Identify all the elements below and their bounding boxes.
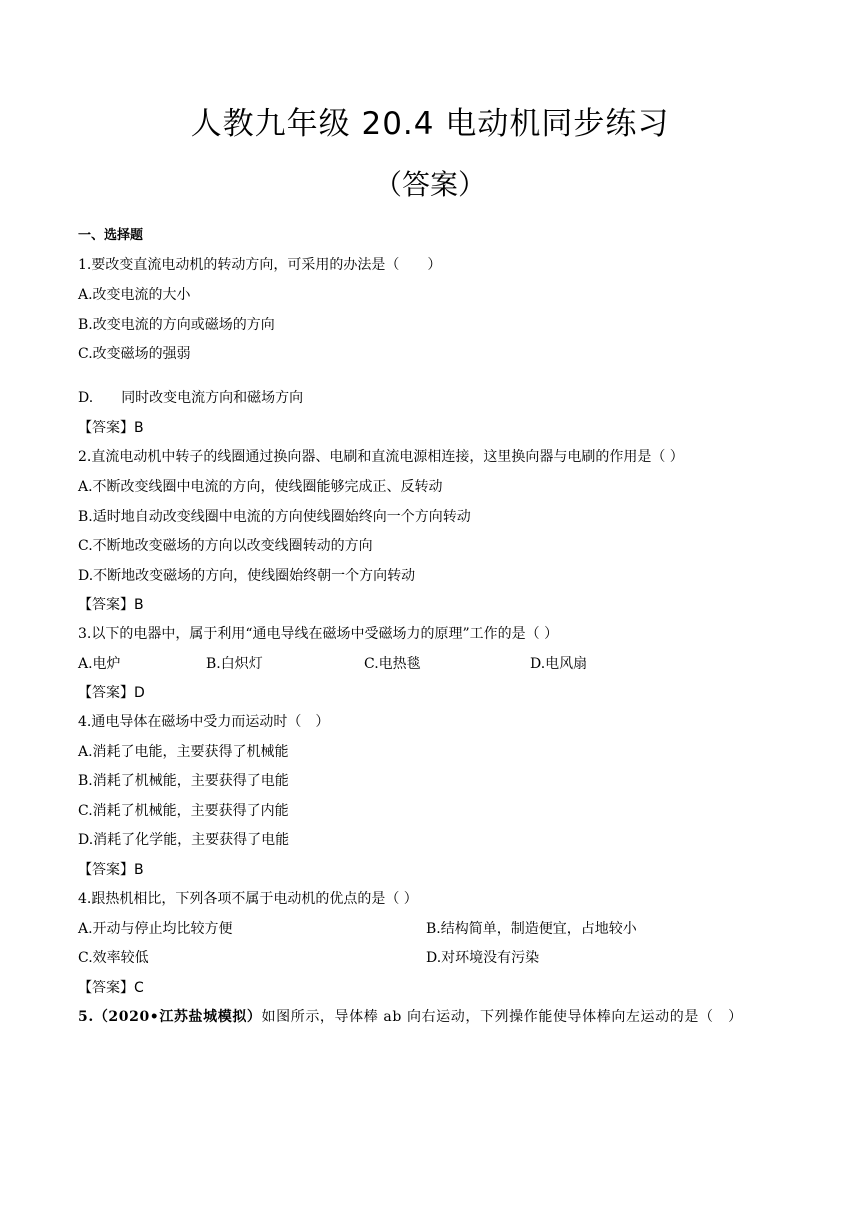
question-3-option-b: B.白炽灯 — [206, 656, 263, 672]
question-2-stem: 2.直流电动机中转子的线圈通过换向器、电刷和直流电源相连接，这里换向器与电刷的作用是（ ） — [78, 449, 684, 465]
question-4-stem: 4.通电导体在磁场中受力而运动时（ ） — [78, 714, 330, 730]
document-title: 人教九年级 20.4 电动机同步练习 — [190, 106, 670, 142]
question-4b-answer: 【答案】C — [78, 980, 144, 996]
question-1-option-a: A.改变电流的大小 — [78, 287, 191, 303]
question-2-answer: 【答案】B — [78, 597, 144, 613]
question-4b-option-a: A.开动与停止均比较方便 — [78, 921, 233, 937]
question-1-answer: 【答案】B — [78, 420, 144, 436]
question-4-option-a: A.消耗了电能，主要获得了机械能 — [78, 744, 289, 760]
question-3-stem: 3.以下的电器中，属于利用“通电导线在磁场中受磁场力的原理”工作的是（ ） — [78, 626, 559, 642]
question-4b-stem: 4.跟热机相比，下列各项不属于电动机的优点的是（ ） — [78, 891, 418, 907]
question-3-option-c: C.电热毯 — [364, 656, 421, 672]
question-1-option-c: C.改变磁场的强弱 — [78, 346, 191, 362]
question-3-option-d: D.电风扇 — [530, 656, 588, 672]
question-5-source: 5.（2020•江苏盐城模拟） — [78, 1009, 262, 1025]
question-3-answer: 【答案】D — [78, 685, 145, 701]
question-4-option-d: D.消耗了化学能，主要获得了电能 — [78, 832, 290, 848]
question-5-stem — [78, 1007, 743, 1027]
section-heading: 一、选择题 — [78, 228, 144, 243]
question-2-option-a: A.不断改变线圈中电流的方向，使线圈能够完成正、反转动 — [78, 479, 443, 495]
question-4b-option-c: C.效率较低 — [78, 950, 149, 966]
question-4-option-b: B.消耗了机械能，主要获得了电能 — [78, 773, 289, 789]
question-4b-option-d: D.对环境没有污染 — [426, 950, 540, 966]
question-1-option-d — [78, 388, 303, 408]
question-1-option-d-text: 同时改变电流方向和磁场方向 — [121, 390, 304, 406]
question-4-answer: 【答案】B — [78, 862, 144, 878]
question-1-option-b: B.改变电流的方向或磁场的方向 — [78, 317, 275, 333]
question-2-option-d: D.不断地改变磁场的方向，使线圈始终朝一个方向转动 — [78, 568, 416, 584]
question-5-text: 如图所示，导体棒 ab 向右运动，下列操作能使导体棒向左运动的是（ ） — [261, 1009, 743, 1025]
question-1-stem: 1.要改变直流电动机的转动方向，可采用的办法是（ ） — [78, 257, 442, 273]
question-3-option-a: A.电炉 — [78, 656, 121, 672]
question-2-option-c: C.不断地改变磁场的方向以改变线圈转动的方向 — [78, 538, 373, 554]
question-2-option-b: B.适时地自动改变线圈中电流的方向使线圈始终向一个方向转动 — [78, 509, 471, 525]
question-1-option-d-label: D. — [78, 390, 94, 406]
question-4b-option-b: B.结构简单，制造便宜，占地较小 — [426, 921, 637, 937]
document-subtitle: （答案） — [373, 168, 486, 201]
question-4-option-c: C.消耗了机械能，主要获得了内能 — [78, 803, 289, 819]
